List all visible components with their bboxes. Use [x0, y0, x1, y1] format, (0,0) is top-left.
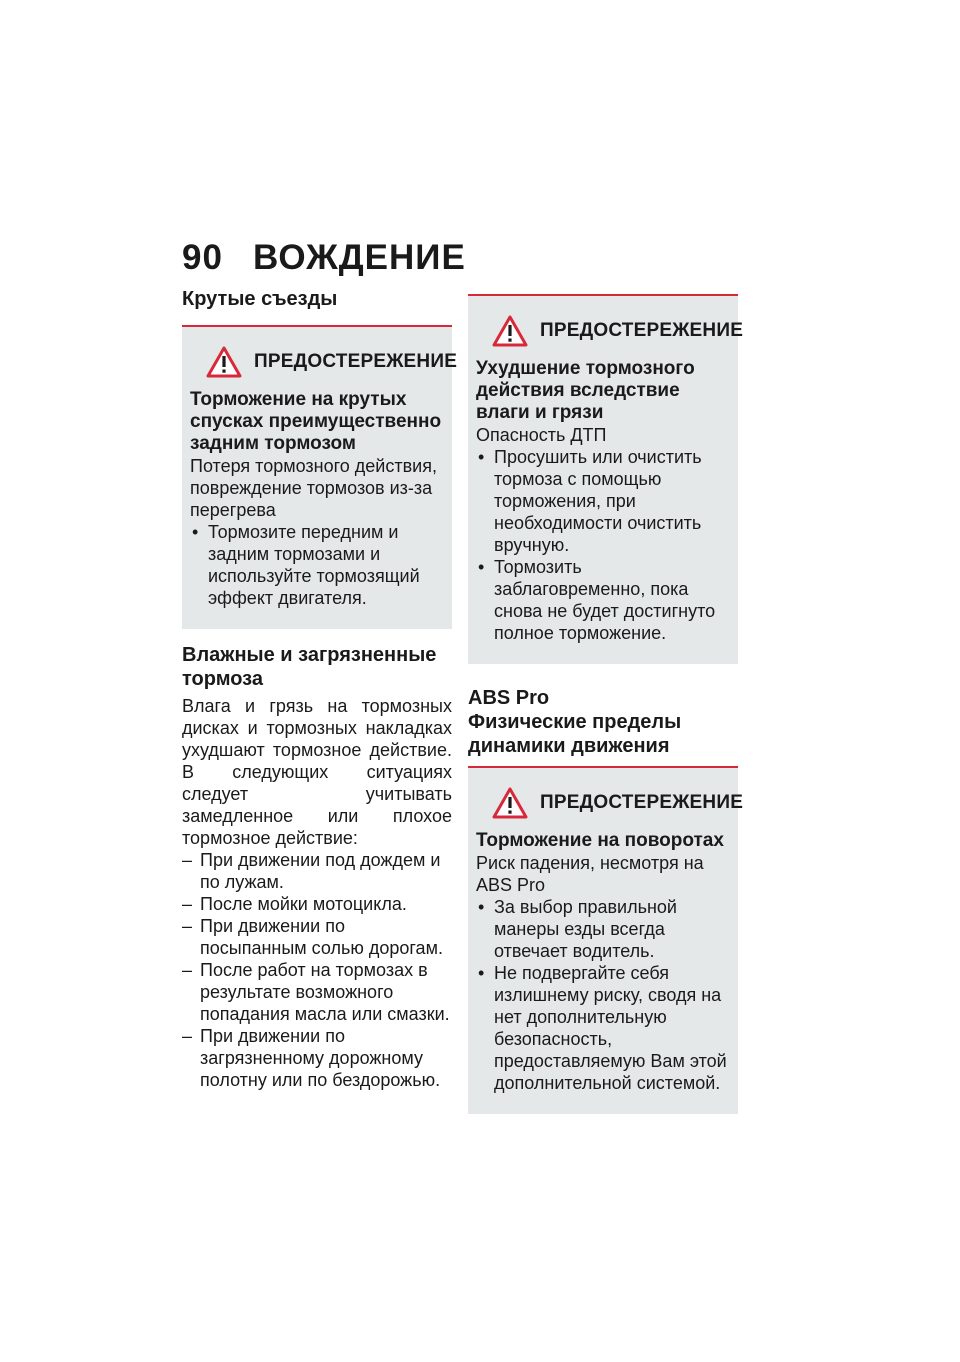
warning-title: Торможение на поворотах: [476, 830, 724, 851]
section-title-steep-descents: Крутые съезды: [182, 288, 338, 310]
warning-header: [476, 314, 744, 348]
warning-risk: Потеря тормозного действия, повреждение тормозов из-за перегрева: [190, 456, 437, 520]
warning-triangle-icon: [206, 346, 242, 378]
list-item: – При движении по посыпанным солью дорогам.: [182, 916, 443, 958]
page-header: [182, 238, 466, 278]
warning-label: ПРЕДОСТЕРЕЖЕНИЕ: [540, 320, 744, 341]
list-item: • Просушить или очистить тормоза с помощью торможения, при необходимости очистить вручную.: [478, 447, 702, 555]
warning-risk: Опасность ДТП: [476, 425, 607, 445]
section-paragraph: Влага и грязь на тормозных дисках и тормозных накладках ухудшают тормозное действие. В следующих ситуациях следует учитывать замедленное или плохое тормозное действие:: [182, 696, 452, 848]
list-item: • За выбор правильной манеры езды всегда отвечает водитель.: [478, 897, 677, 961]
warning-box-steep-descents: [182, 327, 458, 629]
warning-risk: Риск падения, несмотря на ABS Pro: [476, 853, 704, 895]
situations-list: [182, 849, 452, 1091]
page-number: 90: [182, 238, 223, 277]
warning-triangle-icon: [492, 787, 528, 819]
warning-title: Торможение на крутых спусках преимущественно задним тормозом: [190, 389, 442, 454]
warning-header: [190, 345, 458, 379]
warning-measures: [190, 521, 444, 609]
warning-label: ПРЕДОСТЕРЕЖЕНИЕ: [254, 351, 458, 372]
left-column: [182, 287, 458, 1091]
warning-triangle-icon: [492, 315, 528, 347]
warning-header: [476, 786, 744, 820]
list-item: – При движении по загрязненному дорожному полотну или по бездорожью.: [182, 1026, 441, 1090]
warning-title: Ухудшение тормозного действия вследствие влаги и грязи: [476, 358, 695, 423]
warning-box-cornering: [468, 768, 744, 1114]
list-item: – При движении под дождем и по лужам.: [182, 850, 441, 892]
list-item: • Не подвергайте себя излишнему риску, сводя на нет дополнительную безопасность, предоставляемую Вам этой дополнительной системой.: [478, 963, 727, 1093]
section-title-abs-pro: ABS Pro: [468, 687, 550, 709]
list-item: • Тормозите передним и задним тормозами и используйте тормозящий эффект двигателя.: [192, 522, 420, 608]
chapter-title: ВОЖДЕНИЕ: [252, 238, 466, 277]
warning-measures: [476, 896, 730, 1094]
list-item: – После мойки мотоцикла.: [182, 894, 407, 914]
list-item: • Тормозить заблаговременно, пока снова не будет достигнуто полное торможение.: [478, 557, 716, 643]
warning-measures: [476, 446, 730, 644]
warning-label: ПРЕДОСТЕРЕЖЕНИЕ: [540, 792, 744, 813]
section-subtitle-physical-limits: Физические пределы динамики движения: [468, 711, 682, 757]
section-title-wet-brakes: Влажные и загрязненные тормоза: [182, 644, 437, 690]
warning-box-wet-brakes: [468, 296, 744, 664]
list-item: – После работ на тормозах в результате возможного попадания масла или смазки.: [182, 960, 450, 1024]
right-column: [468, 294, 744, 1114]
